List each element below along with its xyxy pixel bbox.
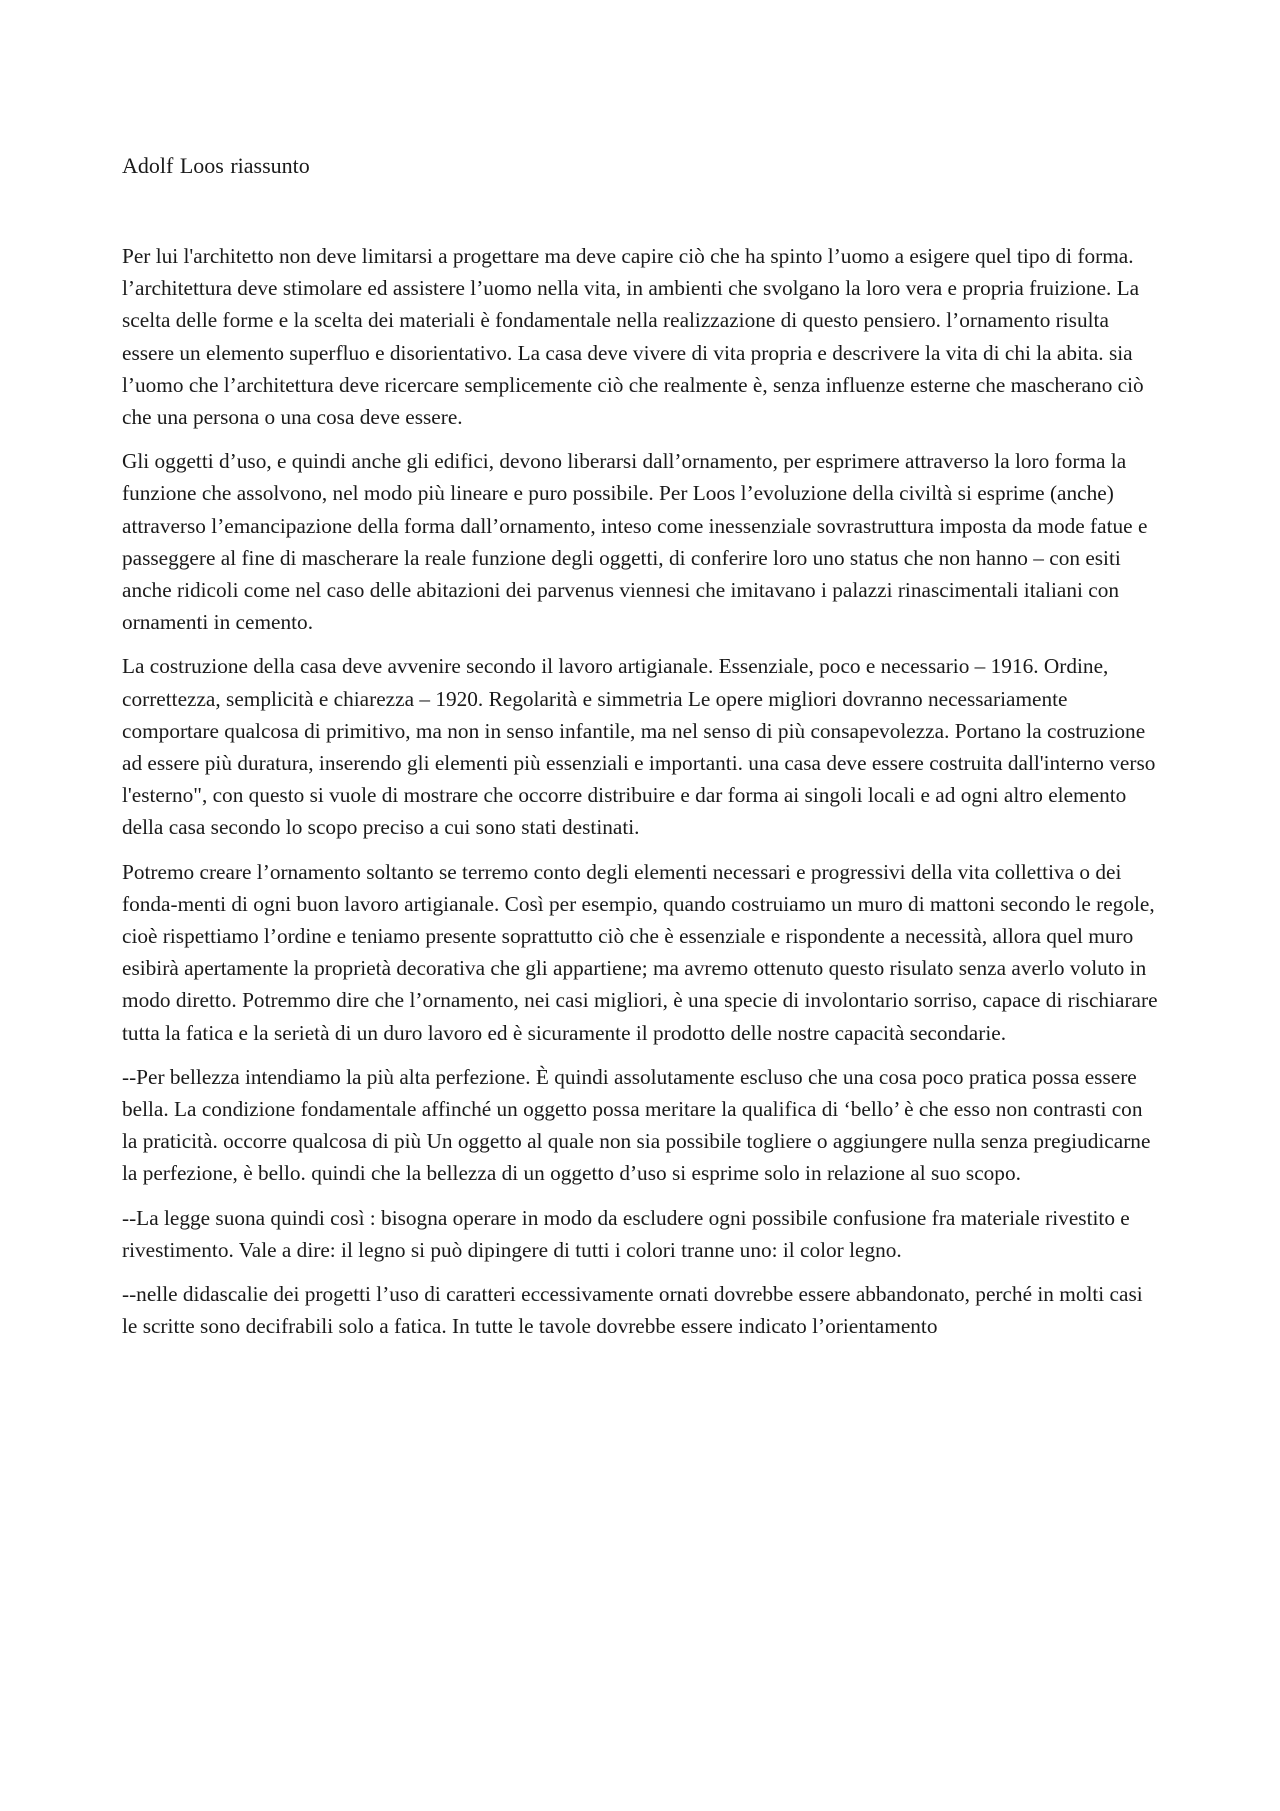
paragraph-ornamento: Potremo creare l’ornamento soltanto se terremo conto degli elementi necessari e progressivi della vita collettiva o dei fonda-menti di ogni buon lavoro artigianale. Così per esempio, quando costruiamo un muro di mattoni secondo le regole, cioè rispettiamo l’ordine e teniamo presente soprattutto ciò che è essenziale e rispondente a necessità, allora quel muro esibirà apertamente la proprietà decorativa che gli appartiene; ma avremo ottenuto questo risulato senza averlo voluto in modo diretto. Potremmo dire che l’ornamento, nei casi migliori, è una specie di involontario sorriso, capace di rischiarare tutta la fatica e la serietà di un duro lavoro ed è sicuramente il prodotto delle nostre capacità secondarie. (122, 859, 1158, 1045)
document-page (122, 150, 1162, 1355)
paragraph-oggetti-uso: Gli oggetti d’uso, e quindi anche gli edifici, devono liberarsi dall’ornamento, per esprimere attraverso la loro forma la funzione che assolvono, nel modo più lineare e puro possibile. Per Loos l’evoluzione della civiltà si esprime (anche) attraverso l’emancipazione della forma dall’ornamento, inteso come inessenziale sovrastruttura imposta da mode fatue e passeggere al fine di mascherare la reale funzione degli oggetti, di conferire loro uno status che non hanno – con esiti anche ridicoli come nel caso delle abitazioni dei parvenus viennesi che imitavano i palazzi rinascimentali italiani con ornamenti in cemento. (122, 449, 1148, 635)
paragraph-didascalie: --nelle didascalie dei progetti l’uso di caratteri eccessivamente ornati dovrebbe essere abbandonato, perché in molti casi le scritte sono decifrabili solo a fatica. In tutte le tavole dovrebbe essere indicato l’orientamento (122, 1282, 1143, 1339)
paragraph-intro: Per lui l'architetto non deve limitarsi a progettare ma deve capire ciò che ha spinto l’uomo a esigere quel tipo di forma. l’architettura deve stimolare ed assistere l’uomo nella vita, in ambienti che svolgano la loro vera e propria fruizione. La scelta delle forme e la scelta dei materiali è fondamentale nella realizzazione di questo pensiero. l’ornamento risulta essere un elemento superfluo e disorientativo. La casa deve vivere di vita propria e descrivere la vita di chi la abita. sia l’uomo che l’architettura deve ricercare semplicemente ciò che realmente è, senza influenze esterne che mascherano ciò che una persona o una cosa deve essere. (122, 244, 1144, 430)
paragraph-legge: --La legge suona quindi così : bisogna operare in modo da escludere ogni possibile confusione fra materiale rivestito e rivestimento. Vale a dire: il legno si può dipingere di tutti i colori tranne uno: il color legno. (122, 1205, 1130, 1262)
paragraph-costruzione-casa: La costruzione della casa deve avvenire secondo il lavoro artigianale. Essenziale, poco e necessario – 1916. Ordine, correttezza, semplicità e chiarezza – 1920. Regolarità e simmetria Le opere migliori dovranno necessariamente comportare qualcosa di primitivo, ma non in senso infantile, ma nel senso di più consapevolezza. Portano la costruzione ad essere più duratura, inserendo gli elementi più essenziali e importanti. una casa deve essere costruita dall'interno verso l'esterno", con questo si vuole di mostrare che occorre distribuire e dar forma ai singoli locali e ad ogni altro elemento della casa secondo lo scopo preciso a cui sono stati destinati. (122, 654, 1156, 840)
document-title: Adolf Loos riassunto (122, 153, 310, 178)
paragraph-bellezza: --Per bellezza intendiamo la più alta perfezione. È quindi assolutamente escluso che una cosa poco pratica possa essere bella. La condizione fondamentale affinché un oggetto possa meritare la qualifica di ‘bello’ è che esso non contrasti con la praticità. occorre qualcosa di più Un oggetto al quale non sia possibile togliere o aggiungere nulla senza pregiudicarne la perfezione, è bello. quindi che la bellezza di un oggetto d’uso si esprime solo in relazione al suo scopo. (122, 1064, 1151, 1186)
